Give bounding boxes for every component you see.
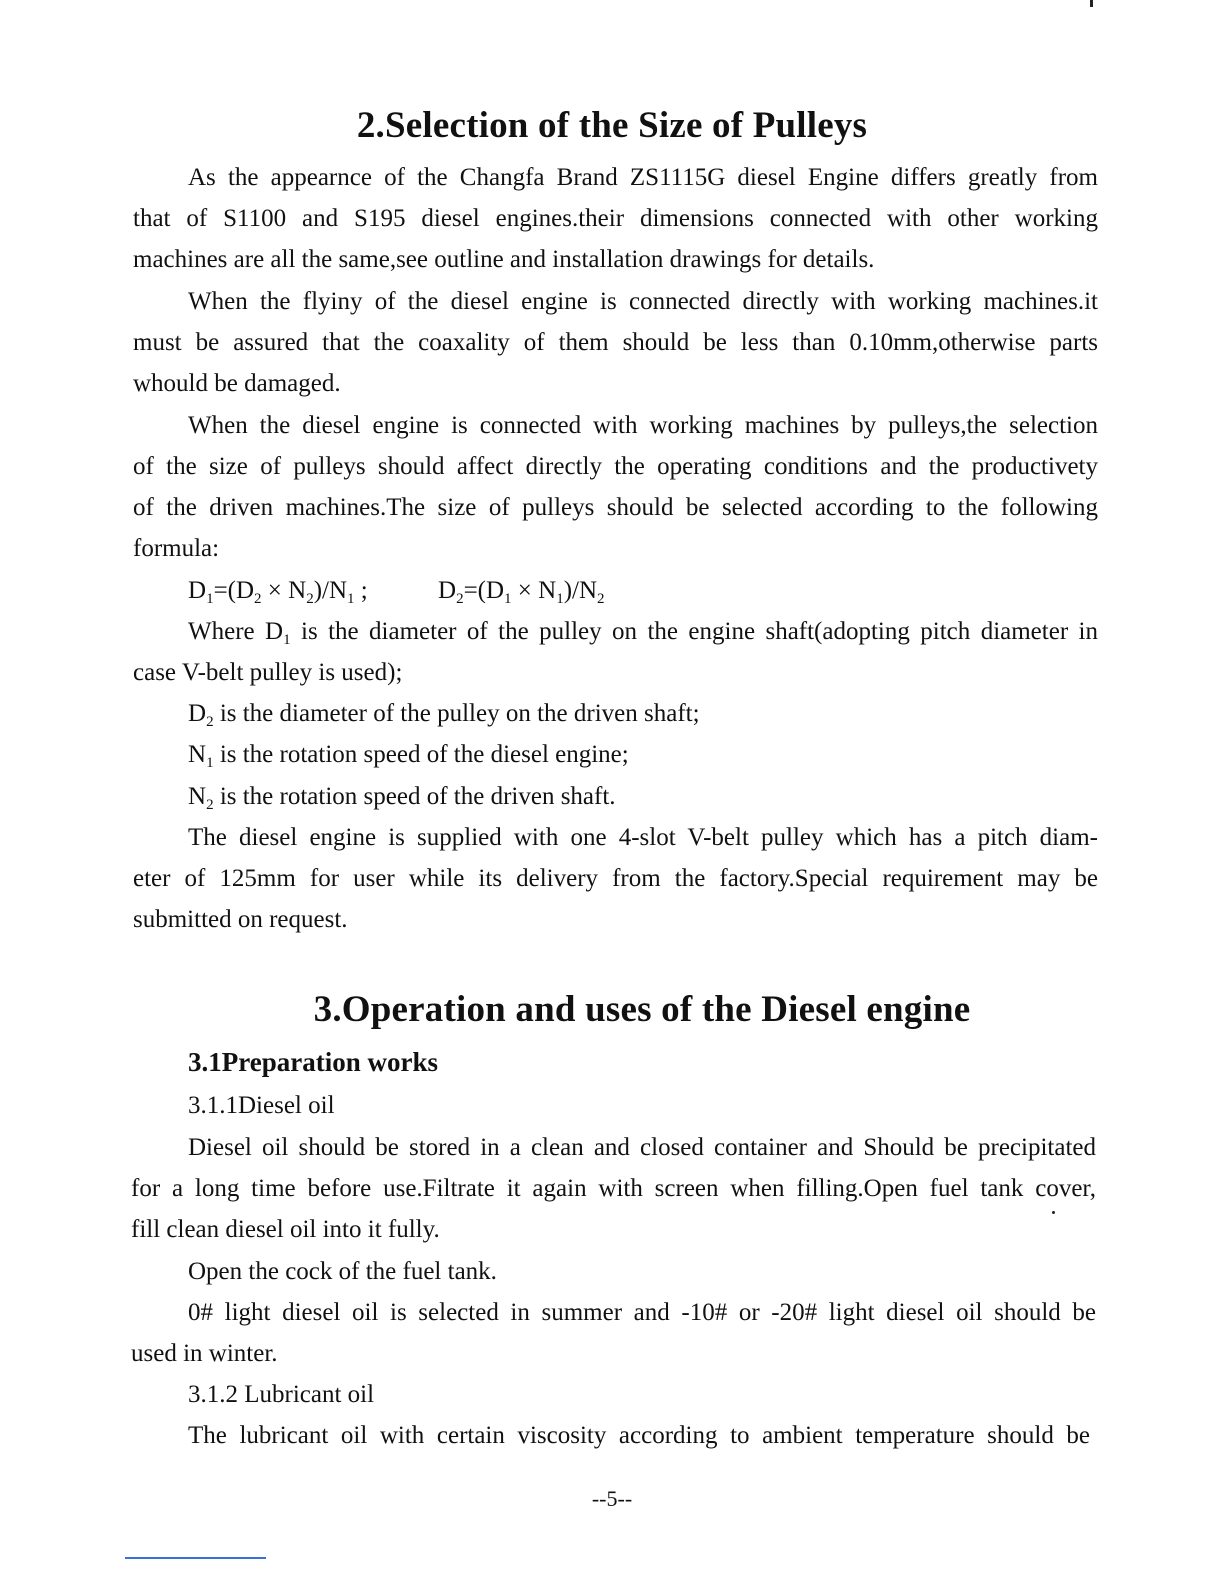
paragraph-line: whould be damaged.	[133, 370, 341, 397]
paragraph-line: As the appearnce of the Changfa Brand ZS1115G diesel Engine differs greatly from	[188, 164, 1098, 191]
paragraph-line: for a long time before use.Filtrate it again with screen when filling.Open fuel tank cover,	[131, 1175, 1096, 1202]
paragraph-line: When the flyiny of the diesel engine is connected directly with working machines.it	[188, 288, 1098, 315]
paragraph-line: case V-belt pulley is used);	[133, 659, 403, 686]
paragraph-line: eter of 125mm for user while its delivery from the factory.Special requirement may be	[133, 865, 1098, 892]
definition-n2: $N_2$ is the rotation speed of the driven shaft.	[188, 783, 616, 813]
definition-d1: Where $D_1$ is the diameter of the pulley on the engine shaft(adopting pitch diameter in	[188, 618, 1099, 648]
scan-speck	[1052, 1211, 1055, 1214]
paragraph-line: The lubricant oil with certain viscosity according to ambient temperature should be	[188, 1422, 1090, 1449]
subsubsection-heading: 3.1.2 Lubricant oil	[188, 1381, 375, 1408]
paragraph-line: 0# light diesel oil is selected in summer and -10# or -20# light diesel oil should be	[188, 1299, 1096, 1326]
definition-d2: $D_2$ is the diameter of the pulley on the driven shaft;	[188, 700, 700, 730]
bottom-rule	[125, 1557, 266, 1559]
paragraph-line: When the diesel engine is connected with working machines by pulleys,the selection	[188, 412, 1098, 439]
subsubsection-heading: 3.1.1Diesel oil	[188, 1092, 335, 1119]
paragraph-line: Open the cock of the fuel tank.	[188, 1258, 497, 1285]
paragraph-line: must be assured that the coaxality of them should be less than 0.10mm,otherwise parts	[133, 329, 1098, 356]
paragraph-line: of the driven machines.The size of pulleys should be selected according to the following	[133, 494, 1098, 521]
section-2-heading: 2.Selection of the Size of Pulleys	[356, 105, 868, 146]
paragraph-line: used in winter.	[131, 1340, 278, 1367]
section-3-heading: 3.Operation and uses of the Diesel engine	[313, 989, 971, 1030]
paragraph-line: that of S1100 and S195 diesel engines.their dimensions connected with other working	[133, 205, 1098, 232]
page-number: --5--	[591, 1486, 633, 1511]
paragraph-line: submitted on request.	[133, 906, 348, 933]
formula-d1: $D_1=(D_2 \times N_2)/N_1$ ;	[188, 577, 368, 607]
definition-n1: $N_1$ is the rotation speed of the diesel engine;	[188, 741, 629, 771]
formula-d2: $D_2=(D_1 \times N_1)/N_2$	[438, 577, 605, 607]
paragraph-line: machines are all the same,see outline and installation drawings for details.	[133, 246, 875, 273]
paragraph-line: formula:	[133, 535, 220, 562]
paragraph-line: of the size of pulleys should affect directly the operating conditions and the productivety	[133, 453, 1098, 480]
scan-mark	[1090, 0, 1093, 7]
paragraph-line: Diesel oil should be stored in a clean and closed container and Should be precipitated	[188, 1134, 1096, 1161]
paragraph-line: The diesel engine is supplied with one 4-slot V-belt pulley which has a pitch diam-	[188, 824, 1098, 851]
paragraph-line: fill clean diesel oil into it fully.	[131, 1216, 440, 1243]
subsection-heading: 3.1Preparation works	[188, 1047, 438, 1077]
